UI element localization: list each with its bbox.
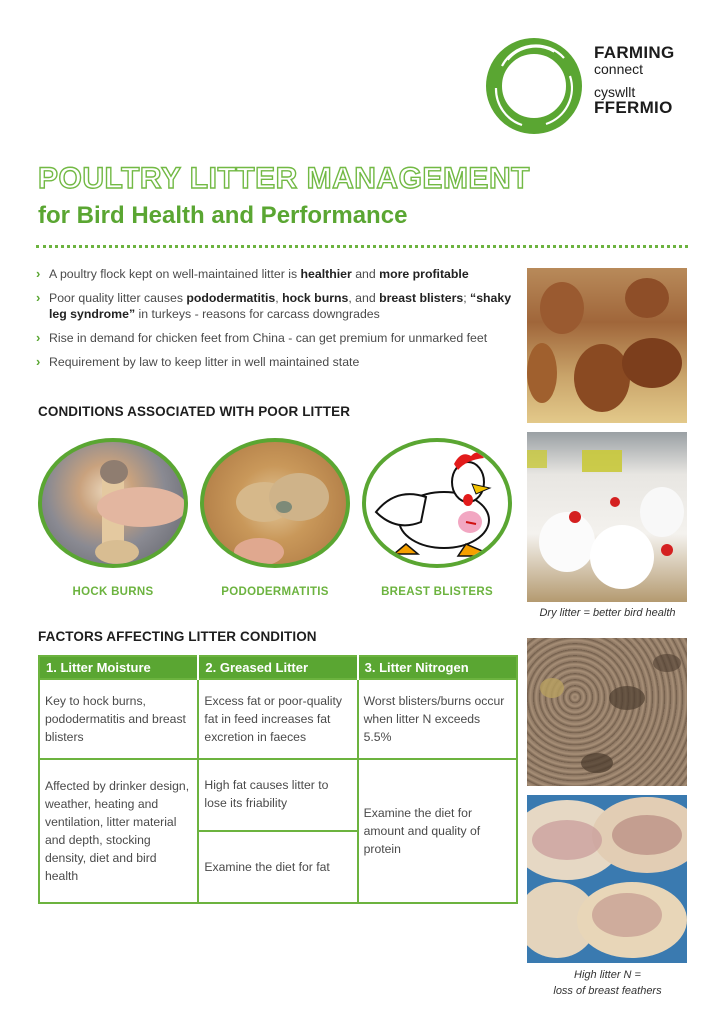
- photo-caption-dry-litter: Dry litter = better bird health: [539, 607, 676, 619]
- logo-line-farming: FARMING: [594, 43, 675, 62]
- breast-blisters-label: BREAST BLISTERS: [381, 586, 493, 598]
- logo-line-ffermio: FFERMIO: [594, 98, 673, 117]
- chevron-right-icon: ›: [36, 266, 41, 281]
- greased-cell-2: High fat causes litter to lose its friability: [198, 759, 357, 831]
- brown-hens-on-straw: [527, 268, 687, 423]
- logo-line-cyswllt: cyswllt: [594, 84, 636, 100]
- page-title: POULTRY LITTER MANAGEMENT: [38, 162, 530, 195]
- pododermatitis-photo: [200, 438, 350, 568]
- breast-feather-loss-image: [527, 795, 687, 963]
- factors-heading: FACTORS AFFECTING LITTER CONDITION: [38, 629, 317, 644]
- bullet-item: [36, 290, 516, 322]
- bullet-text: Rise in demand for chicken feet from China - can get premium for unmarked feet: [49, 331, 488, 345]
- conditions-heading: CONDITIONS ASSOCIATED WITH POOR LITTER: [38, 404, 351, 419]
- logo-line-connect: connect: [594, 61, 644, 77]
- factors-table: [38, 655, 518, 904]
- photo-caption-high-litter-n: [520, 967, 695, 999]
- chevron-right-icon: ›: [36, 290, 41, 305]
- bullet-emphasis: hock burns: [282, 291, 349, 305]
- farming-connect-logo: [484, 36, 694, 136]
- moisture-cell-2: Affected by drinker design, weather, heating and ventilation, litter material and depth, stocking density, diet and bird health: [39, 759, 198, 903]
- chevron-right-icon: ›: [36, 330, 41, 345]
- litter-surface-closeup: [527, 638, 687, 786]
- bullet-item: [36, 266, 516, 282]
- bullet-item: [36, 354, 516, 370]
- hock-burns-photo: [38, 438, 188, 568]
- column-header-greased-litter: 2. Greased Litter: [198, 656, 357, 679]
- white-broilers-image: [527, 432, 687, 602]
- bullet-text: , and: [348, 291, 380, 305]
- bullet-text: Requirement by law to keep litter in well maintained state: [49, 355, 360, 369]
- column-header-litter-moisture: 1. Litter Moisture: [39, 656, 198, 679]
- bullet-emphasis: “shaky leg syndrome”: [49, 291, 512, 321]
- key-points-list: [36, 266, 516, 378]
- bullet-text: A poultry flock kept on well-maintained litter is: [49, 267, 301, 281]
- breast-blisters-cartoon: [362, 438, 512, 568]
- nitrogen-cell-2: Examine the diet for amount and quality of protein: [358, 759, 517, 903]
- brown-hens-image: [527, 268, 687, 423]
- pododermatitis-image: [204, 442, 350, 568]
- bullet-item: [36, 330, 516, 346]
- litter-surface-image: [527, 638, 687, 786]
- birds-breast-feather-loss: [527, 795, 687, 963]
- dotted-divider: [36, 245, 688, 248]
- pododermatitis-label: PODODERMATITIS: [221, 586, 329, 598]
- bullet-text: Poor quality litter causes: [49, 291, 187, 305]
- logo-ring-icon: [484, 36, 584, 136]
- greased-cell-1: Excess fat or poor-quality fat in feed increases fat excretion in faeces: [198, 679, 357, 759]
- bullet-emphasis: pododermatitis: [186, 291, 276, 305]
- bullet-emphasis: more profitable: [379, 267, 469, 281]
- bullet-text: and: [351, 267, 380, 281]
- table-row: [39, 679, 517, 759]
- bullet-emphasis: healthier: [300, 267, 352, 281]
- bullet-emphasis: breast blisters: [379, 291, 464, 305]
- bullet-text: ,: [275, 291, 283, 305]
- nitrogen-cell-1: Worst blisters/burns occur when litter N exceeds 5.5%: [358, 679, 517, 759]
- caption-line-1: High litter N =: [574, 969, 641, 981]
- column-header-litter-nitrogen: 3. Litter Nitrogen: [358, 656, 517, 679]
- cartoon-chicken-icon: [366, 442, 512, 568]
- chevron-right-icon: ›: [36, 354, 41, 369]
- greased-cell-3: Examine the diet for fat: [198, 831, 357, 903]
- hock-burns-label: HOCK BURNS: [72, 586, 154, 598]
- caption-line-2: loss of breast feathers: [553, 985, 662, 997]
- white-broilers-at-feeder: [527, 432, 687, 602]
- bullet-text: in turkeys - reasons for carcass downgrades: [135, 307, 380, 321]
- page-subtitle: for Bird Health and Performance: [38, 202, 408, 229]
- bullet-text: ;: [463, 291, 471, 305]
- table-row: [39, 759, 517, 831]
- moisture-cell-1: Key to hock burns, pododermatitis and breast blisters: [39, 679, 198, 759]
- hock-burns-image: [42, 442, 188, 568]
